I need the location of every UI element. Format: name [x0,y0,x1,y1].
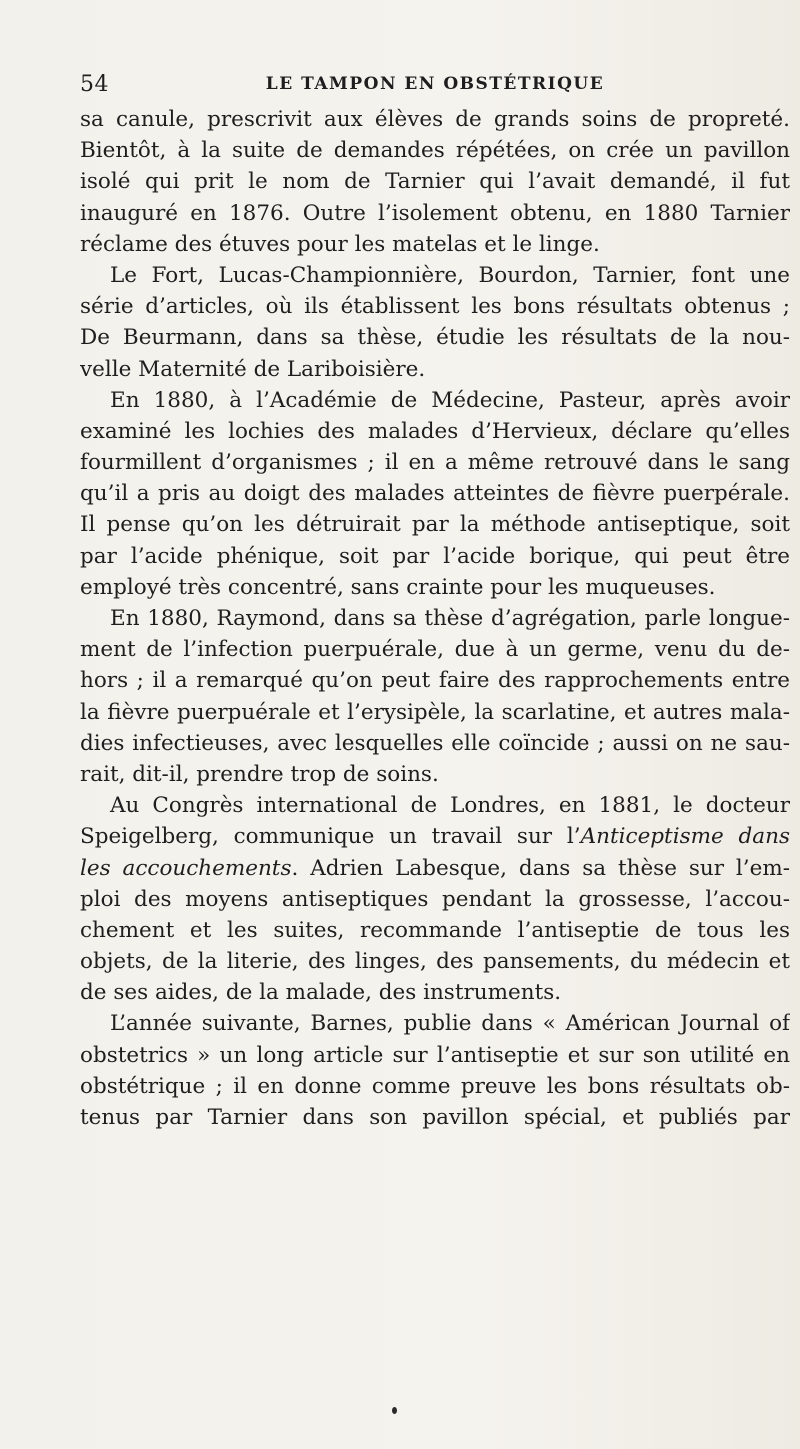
text-line: isolé qui prit le nom de Tarnier qui l’avait demandé, il fut [80,169,790,195]
text-line: réclame des étuves pour les matelas et le linge. [80,231,600,257]
text-line: rait, dit-il, prendre trop de soins. [80,761,439,787]
text-line: tenus par Tarnier dans son pavillon spécial, et publiés par [80,1105,790,1130]
ink-dot [392,1407,397,1414]
text-line: employé très concentré, sans crainte pour les muqueuses. [80,574,716,600]
page-number: 54 [80,72,109,97]
text-line: de ses aides, de la malade, des instruments. [80,980,562,1006]
italic-title-segment: Anticeptisme dans [580,824,790,850]
body-text [80,104,790,1133]
text-line: la fièvre puerpuérale et l’erysipèle, la scarlatine, et autres mala- [80,699,790,725]
italic-title-segment: les accouchements [80,855,292,881]
text-segment: . Adrien Labesque, dans sa thèse sur l’em- [291,855,790,881]
text-line: objets, de la literie, des linges, des pansements, du médecin et [80,949,790,975]
text-line: velle Maternité de Lariboisière. [80,356,426,382]
text-line: inauguré en 1876. Outre l’isolement obtenu, en 1880 Tarnier [80,200,790,226]
text-line: L’année suivante, Barnes, publie dans « Américan Journal of [110,1011,790,1037]
text-line [80,853,790,884]
text-line: Il pense qu’on les détruirait par la méthode antiseptique, soit [80,512,790,538]
text-line: sa canule, prescrivit aux élèves de grands soins de propreté. [80,107,790,132]
text-line: De Beurmann, dans sa thèse, étudie les résultats de la nou- [80,325,790,351]
text-line: Bientôt, à la suite de demandes répétées, on crée un pavillon [80,138,790,164]
running-head [80,72,790,104]
text-line: En 1880, à l’Académie de Médecine, Pasteur, après avoir [110,387,790,413]
text-line [80,821,790,852]
text-line: hors ; il a remarqué qu’on peut faire des rapprochements entre [80,668,790,694]
text-line: ment de l’infection puerpuérale, due à un germe, venu du de- [80,637,790,663]
text-line: dies infectieuses, avec lesquelles elle coïncide ; aussi on ne sau- [80,730,790,756]
text-line: qu’il a pris au doigt des malades atteintes de fièvre puerpérale. [80,481,790,507]
text-line: Au Congrès international de Londres, en 1881, le docteur [110,793,790,819]
text-line: obstetrics » un long article sur l’antiseptie et sur son utilité en [80,1042,790,1068]
running-title: LE TAMPON EN OBSTÉTRIQUE [265,74,605,94]
text-line: En 1880, Raymond, dans sa thèse d’agrégation, parle longue- [110,606,790,631]
text-line: fourmillent d’organismes ; il en a même retrouvé dans le sang [80,450,790,476]
text-line: ploi des moyens antiseptiques pendant la grossesse, l’accou- [80,886,790,912]
text-line: Le Fort, Lucas-Championnière, Bourdon, Tarnier, font une [110,262,790,288]
text-line: chement et les suites, recommande l’antiseptie de tous les [80,917,790,943]
text-line: examiné les lochies des malades d’Hervieux, déclare qu’elles [80,418,790,444]
text-line: série d’articles, où ils établissent les bons résultats obtenus ; [80,294,790,320]
text-segment: Speigelberg, communique un travail sur l’ [80,824,581,850]
text-line: obstétrique ; il en donne comme preuve les bons résultats ob- [80,1073,790,1099]
text-line: par l’acide phénique, soit par l’acide borique, qui peut être [80,543,790,569]
